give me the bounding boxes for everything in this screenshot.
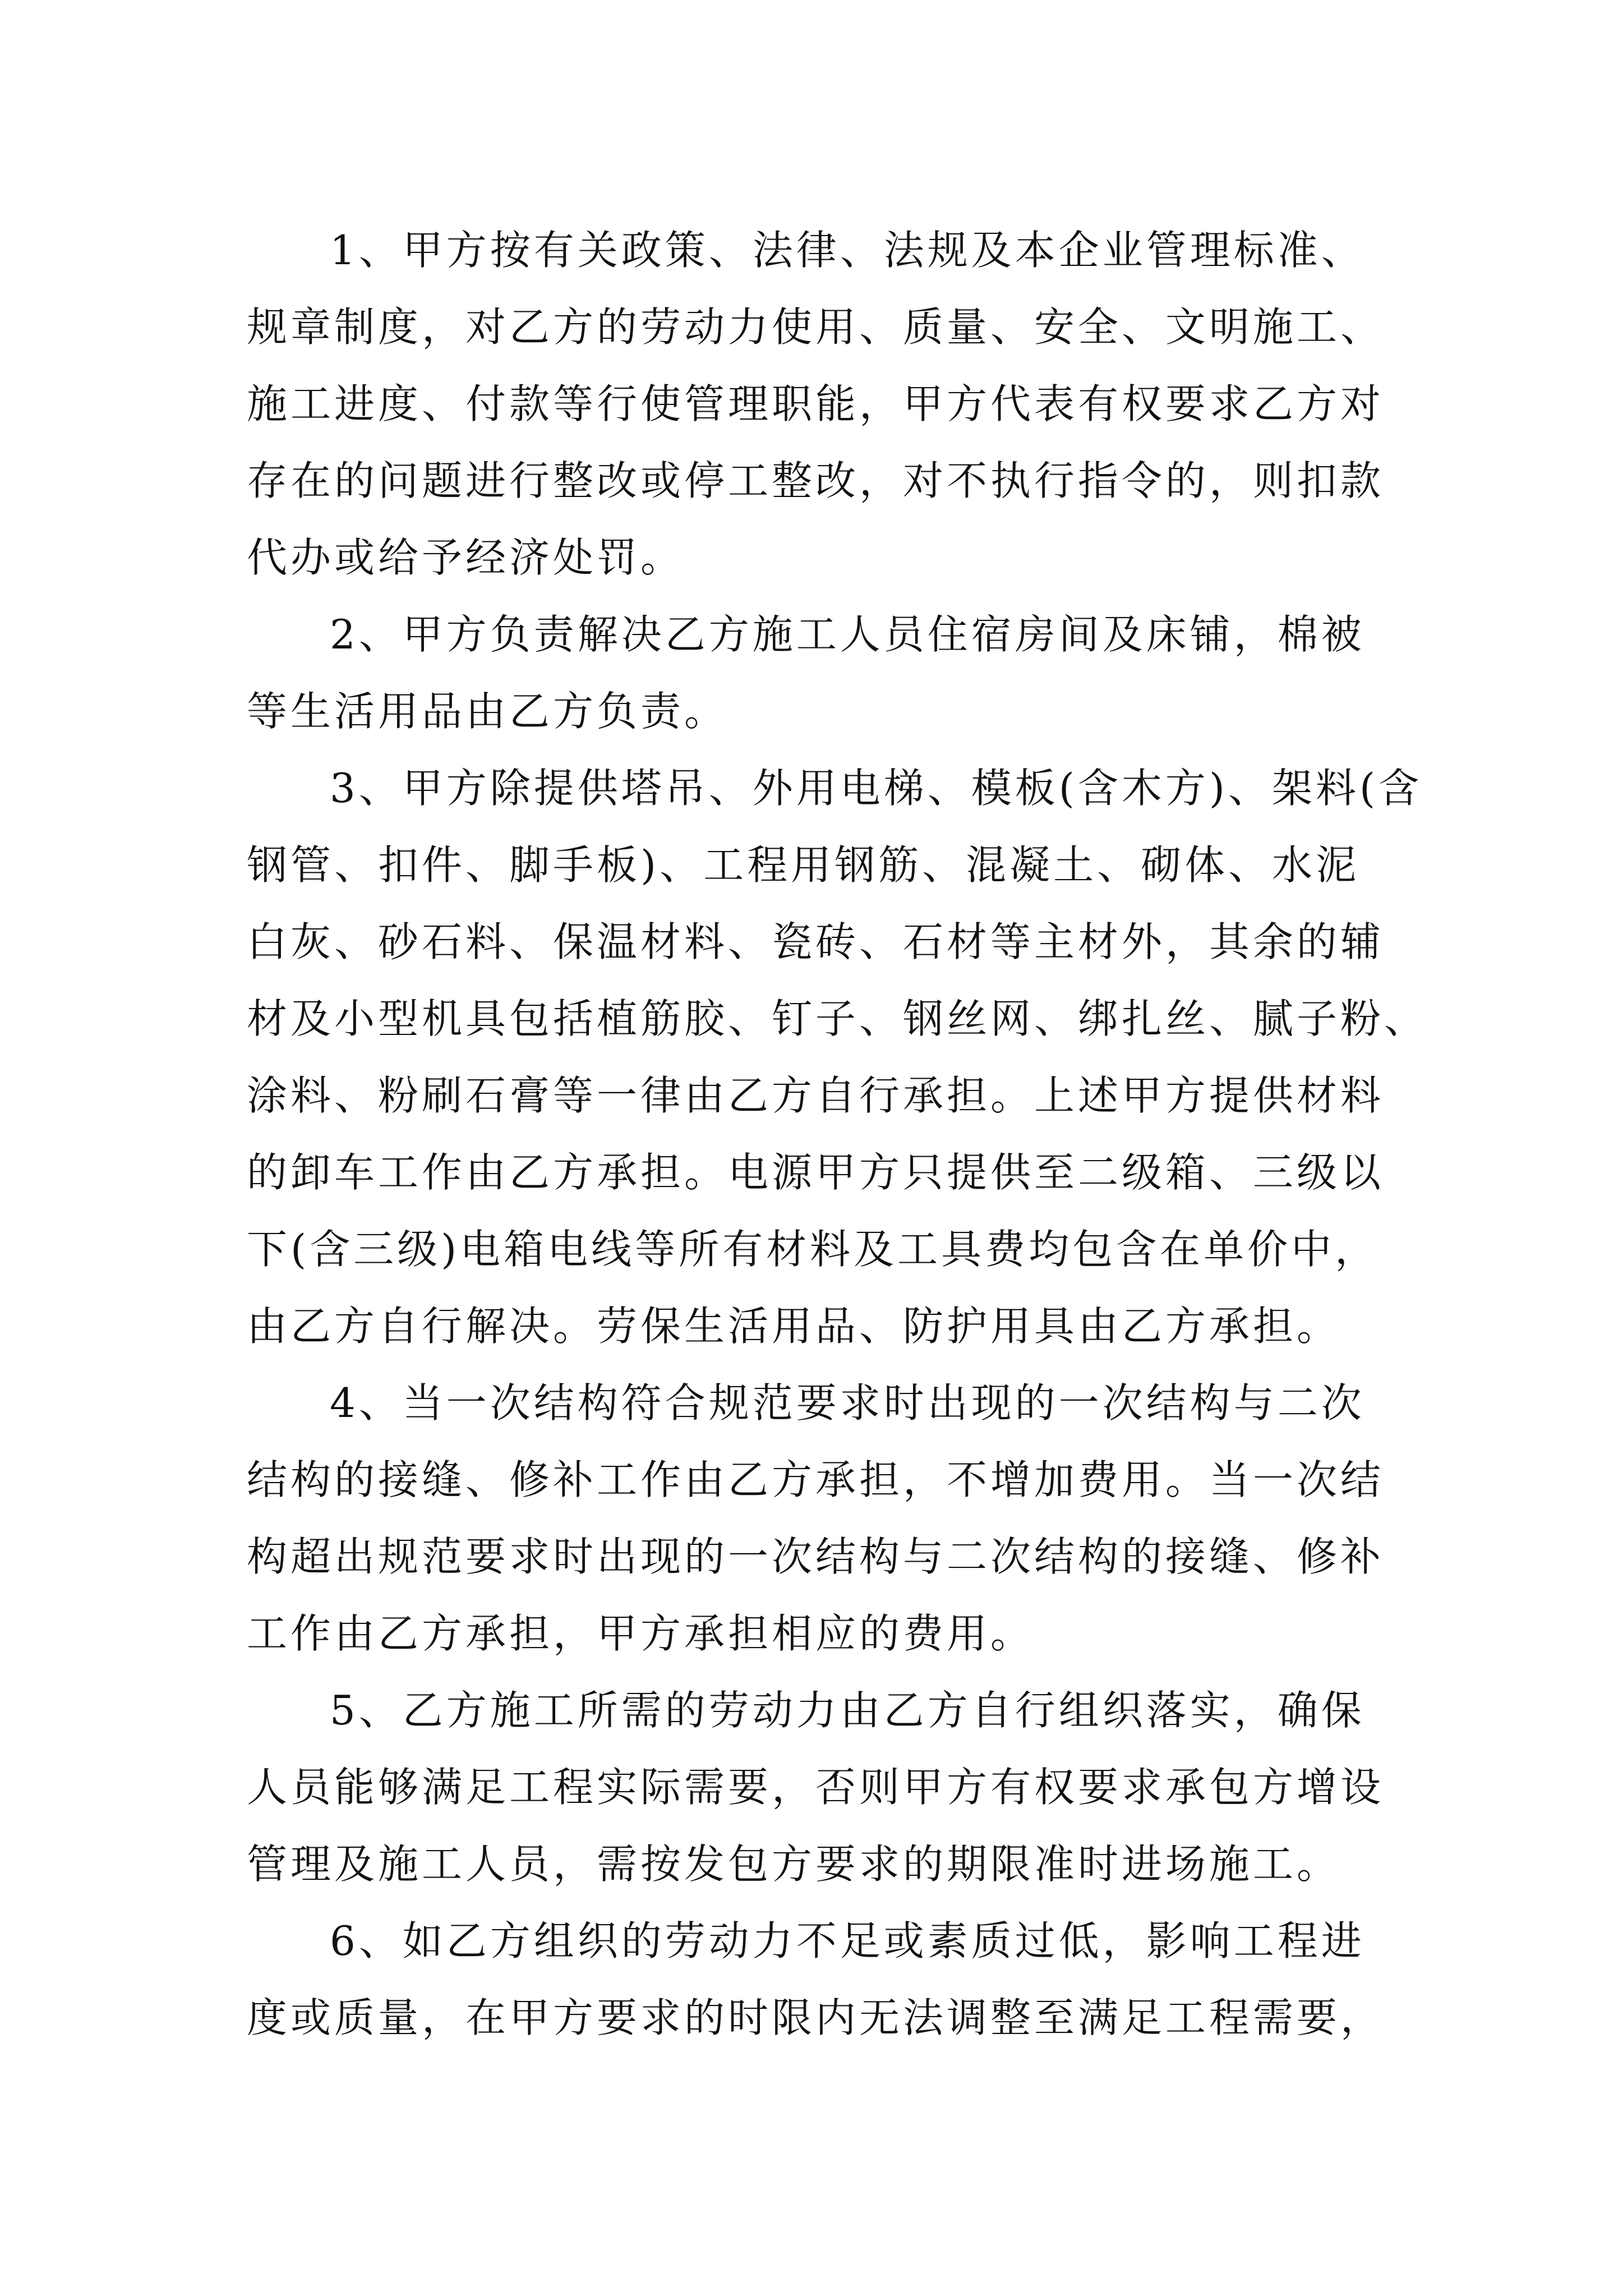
paragraph-1 <box>247 212 1391 596</box>
text-line: 钢管、扣件、脚手板)、工程用钢筋、混凝土、砌体、水泥 <box>247 841 1360 889</box>
text-line: 由乙方自行解决。劳保生活用品、防护用具由乙方承担。 <box>247 1303 1341 1350</box>
text-line: 白灰、砂石料、保温材料、瓷砖、石材等主材外，其余的辅 <box>247 918 1385 965</box>
paragraph-6 <box>247 1903 1391 2056</box>
paragraph-4 <box>247 1365 1391 1672</box>
text-line: 工作由乙方承担，甲方承担相应的费用。 <box>247 1610 1035 1657</box>
text-line: 4、当一次结构符合规范要求时出现的一次结构与二次 <box>330 1379 1365 1427</box>
text-line: 3、甲方除提供塔吊、外用电梯、模板(含木方)、架料(含 <box>330 765 1423 812</box>
text-line: 下(含三级)电箱电线等所有材料及工具费均包含在单价中， <box>247 1226 1379 1273</box>
text-line: 2、甲方负责解决乙方施工人员住宿房间及床铺，棉被 <box>330 611 1365 658</box>
text-line: 结构的接缝、修补工作由乙方承担，不增加费用。当一次结 <box>247 1456 1385 1503</box>
text-line: 规章制度，对乙方的劳动力使用、质量、安全、文明施工、 <box>247 303 1385 351</box>
paragraph-5 <box>247 1672 1391 1903</box>
text-line: 管理及施工人员，需按发包方要求的期限准时进场施工。 <box>247 1841 1341 1888</box>
text-line: 度或质量，在甲方要求的时限内无法调整至满足工程需要， <box>247 1994 1385 2041</box>
text-line: 存在的问题进行整改或停工整改，对不执行指令的，则扣款 <box>247 457 1385 504</box>
document-body <box>247 212 1428 2056</box>
paragraph-2 <box>247 596 1391 750</box>
text-line: 构超出规范要求时出现的一次结构与二次结构的接缝、修补 <box>247 1533 1385 1580</box>
text-line: 等生活用品由乙方负责。 <box>247 688 728 735</box>
text-line: 的卸车工作由乙方承担。电源甲方只提供至二级箱、三级以 <box>247 1149 1385 1196</box>
text-line: 人员能够满足工程实际需要，否则甲方有权要求承包方增设 <box>247 1764 1385 1811</box>
text-line: 材及小型机具包括植筋胶、钉子、钢丝网、绑扎丝、腻子粉、 <box>247 995 1428 1042</box>
paragraph-3 <box>247 750 1428 1365</box>
text-line: 施工进度、付款等行使管理职能，甲方代表有权要求乙方对 <box>247 380 1385 427</box>
text-line: 代办或给予经济处罚。 <box>247 534 685 581</box>
text-line: 涂料、粉刷石膏等一律由乙方自行承担。上述甲方提供材料 <box>247 1072 1385 1119</box>
text-line: 5、乙方施工所需的劳动力由乙方自行组织落实，确保 <box>330 1687 1365 1734</box>
text-line: 1、甲方按有关政策、法律、法规及本企业管理标准、 <box>330 227 1365 274</box>
text-line: 6、如乙方组织的劳动力不足或素质过低，影响工程进 <box>330 1917 1365 1964</box>
